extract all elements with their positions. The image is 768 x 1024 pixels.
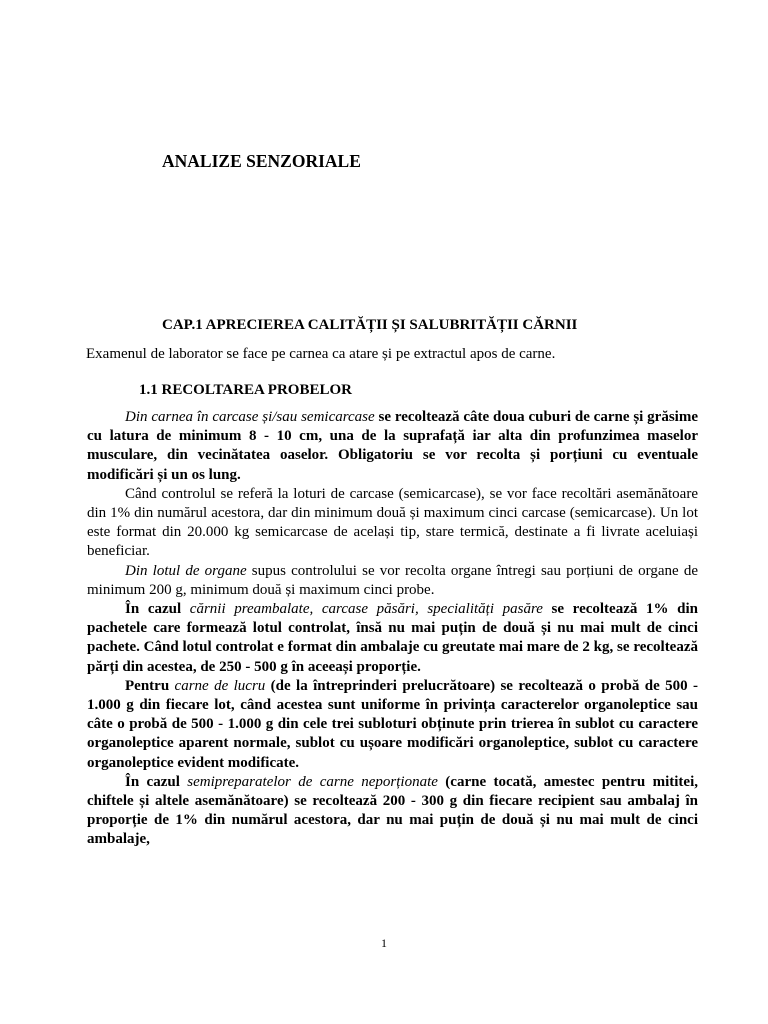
paragraph-lead: În cazul: [125, 773, 188, 790]
paragraph-organe: [87, 562, 698, 600]
page-number: 1: [381, 936, 387, 950]
italic-term: Din carnea în carcase și/sau semicarcase: [125, 409, 375, 425]
italic-term: cărnii preambalate, carcase păsări, specialități pasăre: [189, 601, 543, 618]
document-title: ANALIZE SENZORIALE: [162, 151, 361, 171]
paragraph-lead: Pentru: [125, 677, 175, 694]
paragraph-preambalate: [87, 600, 698, 677]
paragraph-semipreparate: [87, 773, 698, 850]
paragraph-text: se recoltează 1% din pachetele care formează lotul controlat, însă nu mai puțin de două și nu mai mult de cinci pachete. Când lotul controlat e format din ambalaje cu greutate mai mare de 2 kg, se recoltează părți din acestea, de 250 - 500 g în aceeași proporție.: [87, 601, 698, 675]
italic-term: carne de lucru: [174, 677, 266, 694]
body-text: [87, 408, 698, 850]
italic-term: semipreparatelor de carne neporționate: [187, 773, 438, 790]
paragraph-text: (carne tocată, amestec pentru mititei, chiftele și altele asemănătoare) se recoltează 200 - 300 g din fiecare recipient sau ambalaj în proporție de 1% din numărul acestora, dar nu mai puțin de două și nu mai mult de cinci ambalaje,: [87, 773, 698, 848]
paragraph-text: supus controlului se vor recolta organe întregi sau porțiuni de organe de minimum 200 g, minimum două și maximum cinci probe.: [87, 562, 698, 598]
paragraph-carne-lucru: [87, 677, 698, 773]
italic-term: Din lotul de organe: [125, 562, 247, 579]
paragraph-carcase: [87, 408, 698, 485]
paragraph-text: se recoltează câte doua cuburi de carne și grăsime cu latura de minimum 8 - 10 cm, una de la suprafață iar alta din profunzimea maselor musculare, din vecinătatea oaselor. Obligatoriu se vor recolta și porțiuni cu eventuale modificări și un os lung.: [87, 409, 698, 483]
section-heading: 1.1 RECOLTAREA PROBELOR: [139, 382, 352, 398]
paragraph-text: (de la întreprinderi prelucrătoare) se recoltează o probă de 500 - 1.000 g din fiecare lot, când acestea sunt uniforme în privința caracterelor organoleptice sau câte o probă de 500 - 1.000 g din cele trei subloturi obținute prin trierea în sublot cu caractere organoleptice aparent normale, sublot cu ușoare modificări organoleptice, sublot cu caractere organoleptice evident modificate.: [87, 677, 698, 771]
chapter-heading: CAP.1 APRECIEREA CALITĂȚII ȘI SALUBRITĂȚII CĂRNII: [162, 317, 578, 333]
intro-paragraph: Examenul de laborator se face pe carnea ca atare și pe extractul apos de carne.: [86, 346, 556, 362]
paragraph-lead: În cazul: [125, 601, 190, 618]
paragraph-loturi-carcase: Când controlul se referă la loturi de carcase (semicarcase), se vor face recoltări asemănătoare din 1% din numărul acestora, dar din minimum două și maximum cinci carcase (semicarcase). Un lot este format din 20.000 kg semicarcase de același tip, stare termică, destinate a fi livrate aceluiași beneficiar.: [87, 485, 698, 560]
